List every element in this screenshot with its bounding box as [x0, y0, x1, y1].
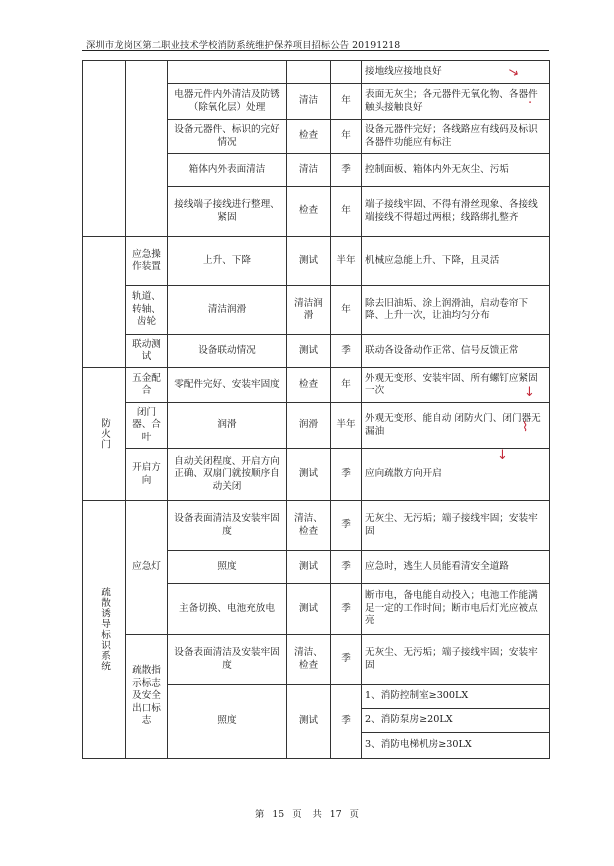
group-label-evac: 疏散诱导标识系统 [99, 587, 110, 672]
item-cell: 上升、下降 [168, 237, 287, 286]
table-row [83, 286, 550, 335]
req-cell: 外观无变形、安装牢固、所有螺钉应紧固一次 [362, 368, 550, 403]
item-cell: 自动关闭程度、开启方向正确、双扇门就按顺序自动关闭 [168, 449, 287, 501]
item-cell: 设备元器件、标识的完好情况 [168, 120, 287, 154]
freq-cell: 季 [331, 501, 362, 551]
table-row [83, 449, 550, 501]
table-row [83, 403, 550, 449]
req-cell: 2、消防泵房≥20LX [362, 709, 550, 733]
review-mark: ↘ [506, 63, 521, 82]
item-cell: 清洁润滑 [168, 286, 287, 335]
req-cell: 除去旧油垢、涂上润滑油，启动卷帘下降、上升一次，让油均匀分布 [362, 286, 550, 335]
item-cell: 主备切换、电池充放电 [168, 584, 287, 635]
review-mark: ⌇ [522, 420, 529, 435]
item-cell: 设备联动情况 [168, 335, 287, 368]
method-cell: 测试 [287, 584, 331, 635]
group-cell [83, 237, 126, 368]
sub-cell: 轨道、转轴、齿轮 [126, 286, 168, 335]
group-cell [83, 61, 126, 237]
method-cell: 清洁 [287, 154, 331, 187]
group-label-door: 防火门 [99, 418, 110, 450]
review-mark: ↓ [524, 385, 535, 400]
item-cell: 润滑 [168, 403, 287, 449]
method-cell: 润滑 [287, 403, 331, 449]
method-cell: 测试 [287, 335, 331, 368]
footer-total-word: 共 [312, 809, 322, 820]
sub-cell: 应急灯 [126, 501, 168, 635]
method-cell: 清洁润滑 [287, 286, 331, 335]
table-row [83, 368, 550, 403]
freq-cell: 季 [331, 584, 362, 635]
req-cell: 机械应急能上升、下降，且灵活 [362, 237, 550, 286]
page-header: 深圳市龙岗区第二职业技术学校消防系统维护保养项目招标公告 20191218 [86, 40, 401, 51]
req-cell: 断市电，备电能自动投入；电池工作能满足一定的工作时间；断市电后灯光应被点亮 [362, 584, 550, 635]
sub-cell [126, 61, 168, 237]
req-cell: 接地线应接地良好 [362, 61, 550, 84]
method-cell: 检查 [287, 120, 331, 154]
sub-cell: 疏散指示标志及安全出口标志 [126, 635, 168, 759]
req-cell: 联动各设备动作正常、信号反馈正常 [362, 335, 550, 368]
method-cell: 检查 [287, 368, 331, 403]
method-cell: 清洁 [287, 84, 331, 120]
method-cell: 清洁、检查 [287, 501, 331, 551]
table-row [83, 501, 550, 551]
freq-cell: 季 [331, 635, 362, 685]
item-cell: 设备表面清洁及安装牢固度 [168, 635, 287, 685]
footer-page-word: 第 [255, 809, 265, 820]
page-footer [0, 806, 614, 820]
freq-cell [331, 61, 362, 84]
freq-cell: 半年 [331, 237, 362, 286]
freq-cell: 季 [331, 685, 362, 759]
group-cell-evac [83, 501, 126, 759]
item-cell: 箱体内外表面清洁 [168, 154, 287, 187]
freq-cell: 季 [331, 154, 362, 187]
maintenance-table [82, 60, 550, 759]
method-cell: 测试 [287, 551, 331, 584]
req-cell: 表面无灰尘；各元器件无氧化物、各器件触头接触良好 [362, 84, 550, 120]
freq-cell: 季 [331, 449, 362, 501]
freq-cell: 年 [331, 286, 362, 335]
method-cell: 测试 [287, 685, 331, 759]
sub-cell: 开启方向 [126, 449, 168, 501]
table-row [83, 61, 550, 84]
method-cell: 检查 [287, 187, 331, 237]
req-cell: 无灰尘、无污垢；端子接线牢固；安装牢固 [362, 635, 550, 685]
table-row [83, 335, 550, 368]
method-cell: 测试 [287, 237, 331, 286]
sub-cell: 应急操作装置 [126, 237, 168, 286]
item-cell: 设备表面清洁及安装牢固度 [168, 501, 287, 551]
freq-cell: 季 [331, 335, 362, 368]
method-cell: 清洁、检查 [287, 635, 331, 685]
group-cell-door [83, 368, 126, 501]
req-cell: 应向疏散方向开启 [362, 449, 550, 501]
sub-cell: 联动测试 [126, 335, 168, 368]
req-cell: 3、消防电梯机房≥30LX [362, 733, 550, 759]
item-cell [168, 61, 287, 84]
footer-total-pages: 17 [329, 809, 342, 820]
footer-page-number: 15 [272, 809, 285, 820]
item-cell: 电器元件内外清洁及防锈（除氧化层）处理 [168, 84, 287, 120]
freq-cell: 季 [331, 551, 362, 584]
item-cell: 照度 [168, 551, 287, 584]
review-mark: · [528, 96, 533, 111]
table-row [83, 237, 550, 286]
method-cell [287, 61, 331, 84]
req-cell: 外观无变形、能自动 闭防火门、闭门器无漏油 [362, 403, 550, 449]
freq-cell: 年 [331, 187, 362, 237]
table-row [83, 635, 550, 685]
header-rule [82, 50, 549, 51]
method-cell: 测试 [287, 449, 331, 501]
sub-cell: 闭门器、合叶 [126, 403, 168, 449]
item-cell: 接线端子接线进行整理、紧固 [168, 187, 287, 237]
req-cell: 无灰尘、无污垢；端子接线牢固；安装牢固 [362, 501, 550, 551]
freq-cell: 年 [331, 368, 362, 403]
req-cell: 1、消防控制室≥300LX [362, 685, 550, 709]
footer-page-unit: 页 [292, 809, 302, 820]
freq-cell: 年 [331, 120, 362, 154]
req-cell: 端子接线牢固、不得有滑丝现象、各接线端接线不得超过两根；线路绑扎整齐 [362, 187, 550, 237]
req-cell: 设备元器件完好；各线路应有线码及标识 各器件功能应有标注 [362, 120, 550, 154]
item-cell: 照度 [168, 685, 287, 759]
req-cell: 应急时，逃生人员能看清安全道路 [362, 551, 550, 584]
review-mark: ↓ [497, 448, 508, 463]
freq-cell: 年 [331, 84, 362, 120]
footer-total-unit: 页 [349, 809, 359, 820]
freq-cell: 半年 [331, 403, 362, 449]
sub-cell: 五金配合 [126, 368, 168, 403]
req-cell: 控制面板、箱体内外无灰尘、污垢 [362, 154, 550, 187]
item-cell: 零配件完好、安装牢固度 [168, 368, 287, 403]
